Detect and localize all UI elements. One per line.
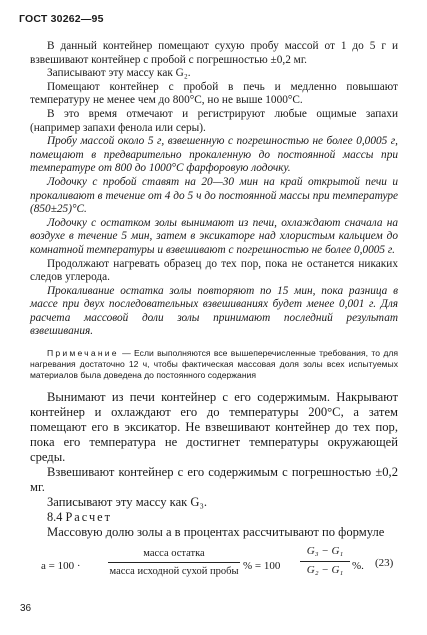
section-title: Расчет	[65, 510, 112, 525]
formula-lhs: a = 100 ·	[41, 560, 81, 573]
paragraph: Взвешивают контейнер с его содержимым с погрешностью ±0,2 мг.	[30, 465, 398, 495]
note-text: — Если выполняются все вышеперечисленные требования, то для нагревания достаточно 12 ч, чтобы фактическая массовая доля золы всех испытуемых материалов была доведена до постоянного содержания	[30, 348, 398, 381]
paragraph-italic: Лодочку с пробой ставят на 20—30 мин на край открытой печи и прокаливают в течение от 4 до 5 ч до постоянной массы при температуре (850±25)°С.	[30, 175, 398, 216]
formula-fraction-symbols	[300, 545, 350, 577]
paragraph: Продолжают нагревать образец до тех пор, пока не останется никаких следов углерода.	[30, 257, 398, 284]
formula-tail: %.	[352, 560, 364, 573]
paragraph: В данный контейнер помещают сухую пробу массой от 1 до 5 г и взвешивают контейнер с пробой с погрешностью ±0,2 мг.	[30, 40, 398, 66]
paragraph: Помещают контейнер с пробой в печь и медленно повышают температуру не менее чем до 800°С, но не выше 1000°С.	[30, 80, 398, 107]
fraction-denominator: G₂ − G₁	[306, 563, 344, 576]
section-number: 8.4	[47, 510, 63, 525]
paragraph: Вынимают из печи контейнер с его содержимым. Накрывают контейнер и охлаждают его до температуры 200°С, а затем помещают его в эксикатор. Не взвешивают контейнер до тех пор, пока его температура не достигнет температуры окружающей среды.	[30, 390, 398, 465]
paragraph: Записывают эту массу как G₂.	[47, 67, 191, 80]
section-heading	[30, 510, 398, 525]
formula-mid: % = 100	[243, 560, 281, 573]
document-body	[30, 40, 398, 589]
equation-number: (23)	[375, 557, 394, 570]
page-number: 36	[20, 603, 32, 614]
formula-fraction-words	[108, 547, 240, 578]
paragraph-italic: Прокаливание остатка золы повторяют по 15 мин, пока разница в массе при двух последовательных взвешиваниях будет менее 0,001 г. Для расчета массовой доли золы принимают последний результат взвешивания.	[30, 284, 398, 338]
fraction-numerator: G₃ − G₁	[300, 545, 350, 562]
paragraph-italic: Пробу массой около 5 г, взвешенную с погрешностью не более 0,0005 г, помещают в предварительно прокаленную до постоянной массы при температуре от 800 до 1000°С фарфоровую лодочку.	[30, 135, 398, 175]
note-label: Примечание	[47, 348, 119, 359]
fraction-numerator: масса остатка	[108, 547, 240, 563]
paragraph-italic: Лодочку с остатком золы вынимают из печи, охлаждают сначала на воздухе в течение 5 мин, затем в эксикаторе над хлористым кальцием до комнатной температуры и взвешивают с погрешностью не более 0,0005 г.	[30, 216, 398, 256]
page-header: ГОСТ 30262—95	[19, 13, 104, 25]
fraction-denominator: масса исходной сухой пробы	[109, 565, 239, 577]
formula	[30, 543, 398, 589]
note	[30, 348, 398, 381]
paragraph: Записывают эту массу как G₃.	[47, 495, 208, 510]
paragraph: В это время отмечают и регистрируют любые ощимые запахи (например запахи фенола или серы).	[30, 107, 398, 134]
paragraph: Массовую долю золы a в процентах рассчитывают по формуле	[47, 525, 385, 540]
